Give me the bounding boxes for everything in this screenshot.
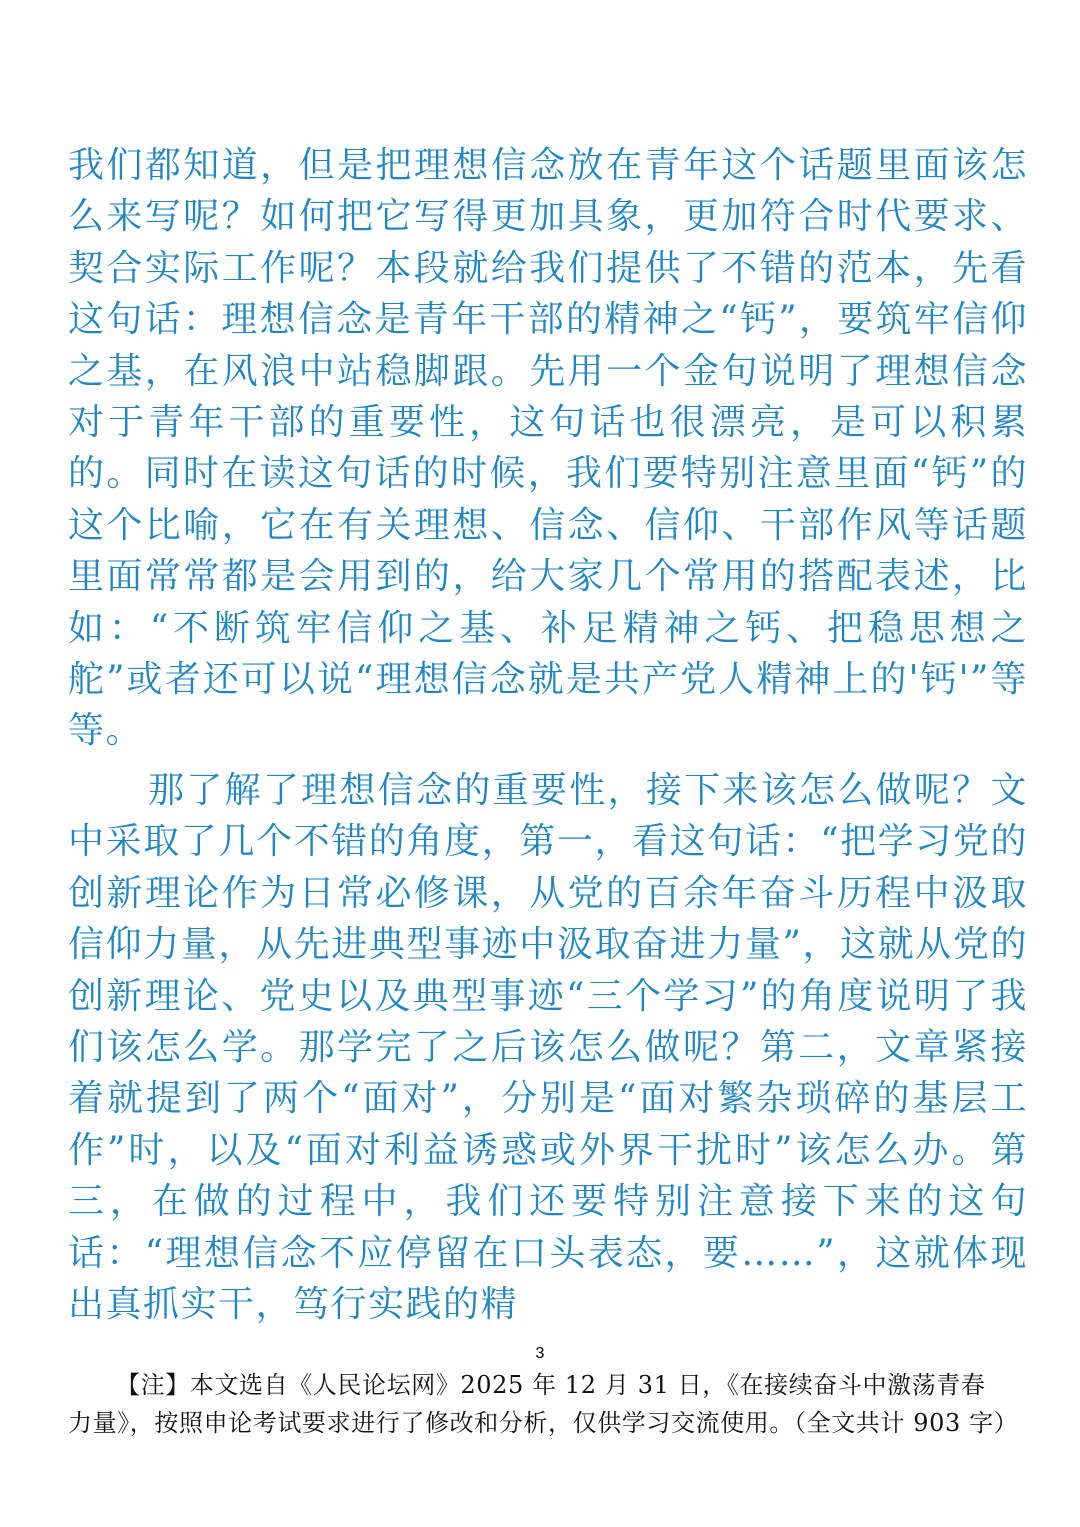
page-number: 3: [535, 1345, 545, 1362]
paragraph-1: 我们都知道，但是把理想信念放在青年这个话题里面该怎么来写呢？如何把它写得更加具象，更加符合时代要求、契合实际工作呢？本段就给我们提供了不错的范本，先看这句话：理想信念是青年干部的精神之“钙”，要筑牢信仰之基，在风浪中站稳脚跟。先用一个金句说明了理想信念对于青年干部的重要性，这句话也很漂亮，是可以积累的。同时在读这句话的时候，我们要特别注意里面“钙”的这个比喻，它在有关理想、信念、信仰、干部作风等话题里面常常都是会用到的，给大家几个常用的搭配表述，比如：“不断筑牢信仰之基、补足精神之钙、把稳思想之舵”或者还可以说“理想信念就是共产党人精神上的'钙'”等等。: [68, 145, 1028, 752]
source-footnote: 【注】本文选自《人民论坛网》2025 年 12 月 31 日，《在接续奋斗中激荡青春力量》，按照申论考试要求进行了修改和分析，仅供学习交流使用。（全文共计 903 字）: [68, 1371, 1019, 1437]
paragraph-2: 那了解了理想信念的重要性，接下来该怎么做呢？文中采取了几个不错的角度，第一，看这句话：“把学习党的创新理论作为日常必修课，从党的百余年奋斗历程中汲取信仰力量，从先进典型事迹中汲取奋进力量”，这就从党的创新理论、党史以及典型事迹“三个学习”的角度说明了我们该怎么学。那学完了之后该怎么做呢？第二，文章紧接着就提到了两个“面对”，分别是“面对繁杂琐碎的基层工作”时，以及“面对利益诱惑或外界干扰时”该怎么办。第三，在做的过程中，我们还要特别注意接下来的这句话：“理想信念不应停留在口头表态，要……”，这就体现出真抓实干，笃行实践的精: [68, 769, 1028, 1325]
article-body: [68, 140, 1028, 1330]
